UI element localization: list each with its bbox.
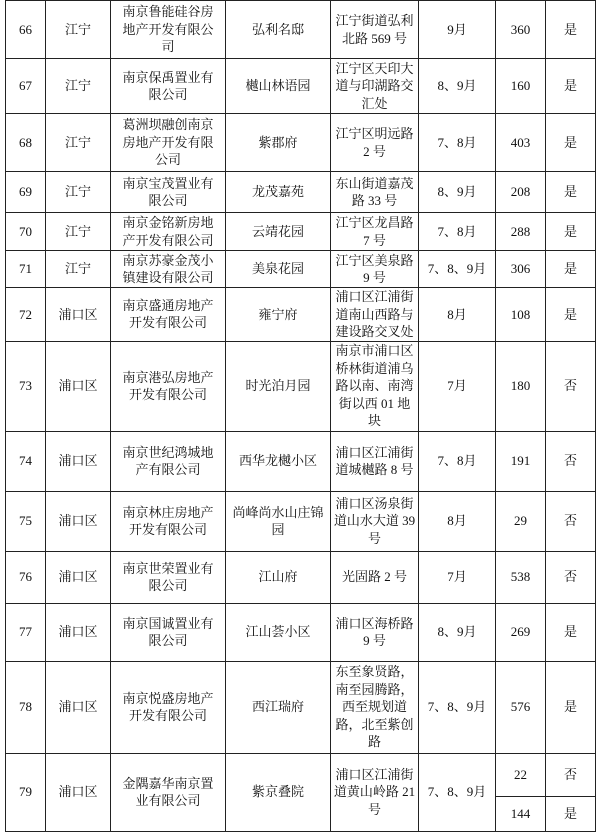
month-cell: 8月 <box>419 491 496 551</box>
units-cell: 144 <box>496 796 546 831</box>
row-number: 74 <box>6 431 46 491</box>
row-number: 73 <box>6 341 46 431</box>
units-cell: 538 <box>496 551 546 603</box>
status-cell: 是 <box>546 1 596 59</box>
project-cell: 龙茂嘉苑 <box>226 172 331 213</box>
district-cell: 江宁 <box>46 213 111 251</box>
table-row <box>6 172 596 213</box>
location-cell: 江宁区天印大道与印湖路交汇处 <box>331 59 419 114</box>
month-cell: 8、9月 <box>419 603 496 661</box>
district-cell: 江宁 <box>46 1 111 59</box>
units-cell: 269 <box>496 603 546 661</box>
row-number: 66 <box>6 1 46 59</box>
table-row <box>6 603 596 661</box>
status-cell: 否 <box>546 551 596 603</box>
developer-cell: 南京盛通房地产开发有限公司 <box>111 288 226 342</box>
status-cell: 是 <box>546 251 596 288</box>
table-row <box>6 491 596 551</box>
month-cell: 8月 <box>419 288 496 342</box>
project-cell: 西华龙樾小区 <box>226 431 331 491</box>
row-number: 75 <box>6 491 46 551</box>
month-cell: 7、8月 <box>419 431 496 491</box>
location-cell: 浦口区江浦街道黄山岭路 21 号 <box>331 753 419 831</box>
status-cell: 是 <box>546 213 596 251</box>
row-number: 68 <box>6 114 46 172</box>
project-cell: 美泉花园 <box>226 251 331 288</box>
developer-cell: 南京世荣置业有限公司 <box>111 551 226 603</box>
developer-cell: 金隅嘉华南京置业有限公司 <box>111 753 226 831</box>
location-cell: 浦口区江浦街道南山西路与建设路交叉处 <box>331 288 419 342</box>
row-number: 71 <box>6 251 46 288</box>
units-cell: 360 <box>496 1 546 59</box>
status-cell: 是 <box>546 288 596 342</box>
row-number: 72 <box>6 288 46 342</box>
developer-cell: 南京鲁能硅谷房地产开发有限公司 <box>111 1 226 59</box>
location-cell: 江宁区龙昌路 7 号 <box>331 213 419 251</box>
table-row <box>6 288 596 342</box>
table-row <box>6 551 596 603</box>
project-cell: 江山府 <box>226 551 331 603</box>
table-row <box>6 213 596 251</box>
developer-cell: 南京林庄房地产开发有限公司 <box>111 491 226 551</box>
table-row <box>6 1 596 59</box>
location-cell: 光固路 2 号 <box>331 551 419 603</box>
project-cell: 雍宁府 <box>226 288 331 342</box>
district-cell: 浦口区 <box>46 431 111 491</box>
location-cell: 东至象贤路，南至园腾路，西至规划道路，北至紫创路 <box>331 661 419 753</box>
project-cell: 江山荟小区 <box>226 603 331 661</box>
status-cell: 否 <box>546 341 596 431</box>
month-cell: 7月 <box>419 341 496 431</box>
table-row <box>6 341 596 431</box>
developer-cell: 南京保禹置业有限公司 <box>111 59 226 114</box>
table-row <box>6 431 596 491</box>
location-cell: 江宁区明远路 2 号 <box>331 114 419 172</box>
row-number: 70 <box>6 213 46 251</box>
row-number: 67 <box>6 59 46 114</box>
developer-cell: 南京悦盛房地产开发有限公司 <box>111 661 226 753</box>
month-cell: 7、8、9月 <box>419 251 496 288</box>
housing-project-table <box>5 0 596 832</box>
row-number: 78 <box>6 661 46 753</box>
row-number: 76 <box>6 551 46 603</box>
units-cell: 29 <box>496 491 546 551</box>
units-cell: 191 <box>496 431 546 491</box>
district-cell: 浦口区 <box>46 288 111 342</box>
table-row <box>6 114 596 172</box>
district-cell: 江宁 <box>46 251 111 288</box>
location-cell: 南京市浦口区桥林街道浦乌路以南、南湾街以西 01 地块 <box>331 341 419 431</box>
status-cell: 是 <box>546 114 596 172</box>
month-cell: 7、8、9月 <box>419 661 496 753</box>
units-cell: 180 <box>496 341 546 431</box>
status-cell: 否 <box>546 431 596 491</box>
table-row <box>6 753 596 796</box>
row-number: 69 <box>6 172 46 213</box>
district-cell: 浦口区 <box>46 491 111 551</box>
status-cell: 是 <box>546 603 596 661</box>
location-cell: 浦口区海桥路 9 号 <box>331 603 419 661</box>
district-cell: 江宁 <box>46 59 111 114</box>
month-cell: 8、9月 <box>419 59 496 114</box>
table-row <box>6 251 596 288</box>
location-cell: 东山街道嘉茂路 33 号 <box>331 172 419 213</box>
developer-cell: 南京港弘房地产开发有限公司 <box>111 341 226 431</box>
month-cell: 8、9月 <box>419 172 496 213</box>
status-cell: 是 <box>546 172 596 213</box>
developer-cell: 南京苏豪金茂小镇建设有限公司 <box>111 251 226 288</box>
district-cell: 江宁 <box>46 172 111 213</box>
month-cell: 7、8月 <box>419 114 496 172</box>
district-cell: 江宁 <box>46 114 111 172</box>
district-cell: 浦口区 <box>46 603 111 661</box>
units-cell: 160 <box>496 59 546 114</box>
units-cell: 108 <box>496 288 546 342</box>
location-cell: 浦口区江浦街道城樾路 8 号 <box>331 431 419 491</box>
developer-cell: 南京宝茂置业有限公司 <box>111 172 226 213</box>
units-cell: 288 <box>496 213 546 251</box>
location-cell: 江宁区美泉路 9 号 <box>331 251 419 288</box>
row-number: 79 <box>6 753 46 831</box>
month-cell: 7、8、9月 <box>419 753 496 831</box>
table-row <box>6 661 596 753</box>
location-cell: 江宁街道弘利北路 569 号 <box>331 1 419 59</box>
month-cell: 7、8月 <box>419 213 496 251</box>
developer-cell: 南京国诚置业有限公司 <box>111 603 226 661</box>
month-cell: 9月 <box>419 1 496 59</box>
district-cell: 浦口区 <box>46 753 111 831</box>
project-cell: 时光泊月园 <box>226 341 331 431</box>
units-cell: 208 <box>496 172 546 213</box>
district-cell: 浦口区 <box>46 341 111 431</box>
district-cell: 浦口区 <box>46 551 111 603</box>
units-cell: 403 <box>496 114 546 172</box>
project-cell: 尚峰尚水山庄锦园 <box>226 491 331 551</box>
project-cell: 紫郡府 <box>226 114 331 172</box>
units-cell: 576 <box>496 661 546 753</box>
status-cell: 是 <box>546 796 596 831</box>
project-cell: 西江瑞府 <box>226 661 331 753</box>
month-cell: 7月 <box>419 551 496 603</box>
row-number: 77 <box>6 603 46 661</box>
table-row <box>6 59 596 114</box>
developer-cell: 葛洲坝融创南京房地产开发有限公司 <box>111 114 226 172</box>
units-cell: 306 <box>496 251 546 288</box>
project-cell: 樾山林语园 <box>226 59 331 114</box>
units-cell: 22 <box>496 753 546 796</box>
status-cell: 是 <box>546 661 596 753</box>
developer-cell: 南京世纪鸿城地产有限公司 <box>111 431 226 491</box>
project-cell: 云靖花园 <box>226 213 331 251</box>
location-cell: 浦口区汤泉街道山水大道 39 号 <box>331 491 419 551</box>
project-cell: 弘利名邸 <box>226 1 331 59</box>
status-cell: 否 <box>546 491 596 551</box>
developer-cell: 南京金铭新房地产开发有限公司 <box>111 213 226 251</box>
status-cell: 否 <box>546 753 596 796</box>
district-cell: 浦口区 <box>46 661 111 753</box>
status-cell: 是 <box>546 59 596 114</box>
project-cell: 紫京叠院 <box>226 753 331 831</box>
